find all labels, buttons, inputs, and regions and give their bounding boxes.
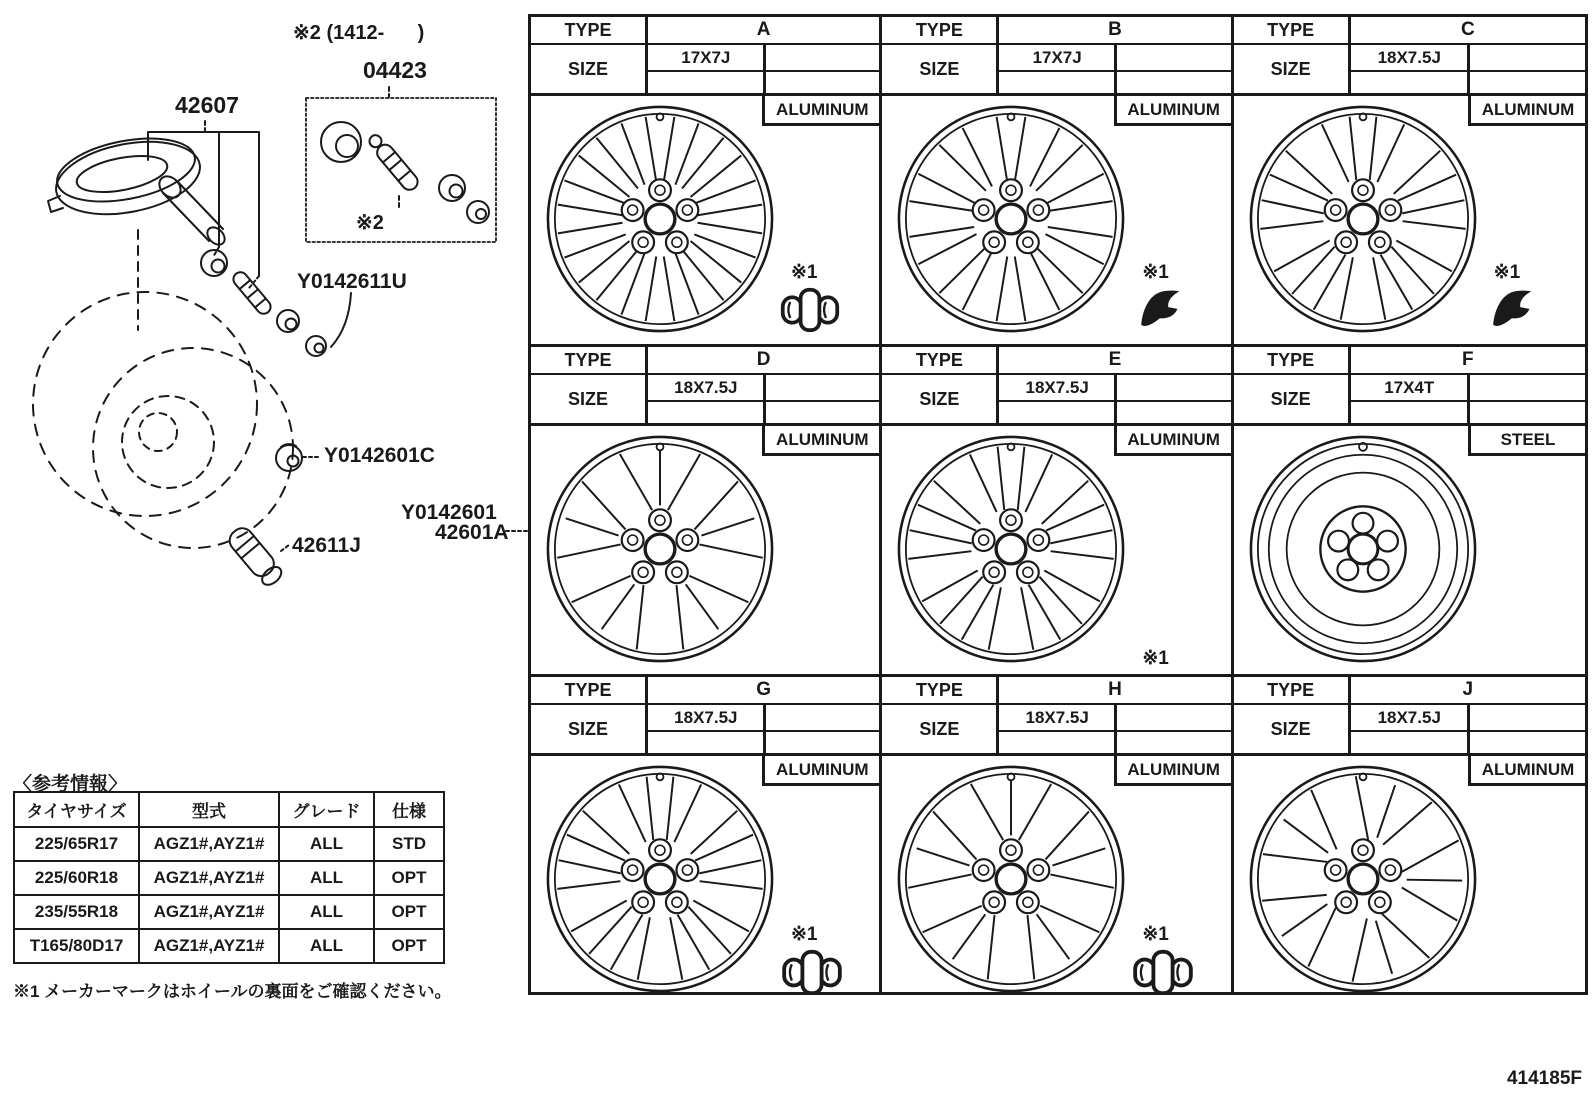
wheel-cell-f: [1234, 347, 1585, 677]
material-tag: ALUMINUM: [762, 756, 879, 786]
type-value: H: [1108, 679, 1122, 700]
type-row: [882, 347, 1230, 375]
type-label: TYPE: [1234, 17, 1351, 43]
note-mark: ※1: [791, 924, 818, 945]
size-value: 18X7.5J: [674, 377, 738, 397]
cell-header: [1234, 677, 1585, 756]
size-row: [882, 45, 1230, 93]
size-row: [882, 705, 1230, 753]
type-row: [531, 677, 879, 705]
cell-header: [531, 347, 879, 426]
type-label: TYPE: [882, 347, 999, 373]
part-number-42611j: 42611J: [292, 534, 361, 557]
size-value: 18X7.5J: [1025, 377, 1089, 397]
size-label: SIZE: [531, 375, 648, 423]
size-row: [882, 375, 1230, 423]
wheel-drawing: [1244, 100, 1482, 338]
size-label: SIZE: [531, 45, 648, 93]
cell-header: [1234, 17, 1585, 96]
note-ref: [1130, 923, 1196, 992]
wheel-drawing: [541, 100, 779, 338]
cell-header: [531, 17, 879, 96]
type-row: [882, 17, 1230, 45]
rubber-valve: [225, 524, 285, 589]
size-area: [999, 375, 1230, 423]
divider: [1467, 705, 1470, 753]
material-tag: ALUMINUM: [1468, 96, 1585, 126]
type-row: [1234, 677, 1585, 705]
size-label: SIZE: [882, 705, 999, 753]
wheel-cell-b: [882, 17, 1233, 347]
note2-mark: ※2: [356, 212, 384, 234]
divider: [763, 375, 766, 423]
divider: [763, 705, 766, 753]
divider: [1467, 45, 1470, 93]
cell-header: [1234, 347, 1585, 426]
part-number-42601a: 42601A: [435, 521, 509, 544]
size-value: 18X7.5J: [1377, 47, 1441, 67]
part-number-42607: 42607: [175, 92, 239, 118]
cell-tire-size: 225/60R18: [14, 861, 139, 895]
cell-header: [882, 347, 1230, 426]
cell-grade: ALL: [279, 861, 374, 895]
table-header-row: [14, 792, 444, 827]
type-value: E: [1108, 349, 1122, 370]
cell-header: [531, 677, 879, 756]
note-mark: ※1: [1493, 262, 1521, 283]
manufacturer-mark-icon: [1130, 948, 1196, 992]
wheel-cell-j: [1234, 677, 1585, 992]
divider: [1114, 45, 1117, 93]
note-ref: [779, 261, 841, 333]
material-tag: STEEL: [1468, 426, 1585, 456]
valve-parts-stack: [201, 250, 326, 356]
cell-model: AGZ1#,AYZ1#: [139, 861, 279, 895]
type-value: F: [1462, 349, 1474, 370]
cell-grade: ALL: [279, 929, 374, 963]
cell-spec: STD: [374, 827, 444, 861]
size-label: SIZE: [1234, 705, 1351, 753]
type-value: C: [1460, 19, 1475, 40]
col-model: 型式: [139, 792, 279, 827]
material-tag: ALUMINUM: [1468, 756, 1585, 786]
size-label: SIZE: [882, 375, 999, 423]
size-area: [1351, 705, 1585, 753]
cell-spec: OPT: [374, 895, 444, 929]
kit-box-04423: [306, 98, 496, 242]
size-value: 17X7J: [681, 47, 731, 67]
type-row: [1234, 347, 1585, 375]
size-label: SIZE: [1234, 375, 1351, 423]
wheel-cell-g: [531, 677, 882, 992]
manufacturer-mark-icon: [1130, 286, 1184, 330]
manufacturer-mark-icon: [1482, 286, 1536, 330]
type-label: TYPE: [531, 17, 648, 43]
size-row: [1234, 375, 1585, 423]
wheel-cell-a: [531, 17, 882, 347]
valve-bolt: [276, 444, 302, 471]
type-label: TYPE: [531, 677, 648, 703]
material-tag: ALUMINUM: [762, 426, 879, 456]
manufacturer-mark-icon: [779, 286, 841, 333]
wheel-cell-h: [882, 677, 1233, 992]
size-label: SIZE: [882, 45, 999, 93]
cell-header: [882, 677, 1230, 756]
size-area: [999, 705, 1230, 753]
table-row: [14, 895, 444, 929]
size-label: SIZE: [531, 705, 648, 753]
part-number-y0142601c: Y0142601C: [324, 444, 435, 467]
type-row: [531, 347, 879, 375]
size-row: [1234, 45, 1585, 93]
part-number-y0142611u: Y0142611U: [297, 270, 407, 293]
wheel-drawing: [541, 430, 779, 668]
wheel-drawing: [892, 100, 1130, 338]
type-value: A: [756, 19, 771, 40]
cell-tire-size: 235/55R18: [14, 895, 139, 929]
size-label: SIZE: [1234, 45, 1351, 93]
cell-header: [882, 17, 1230, 96]
col-spec: 仕様: [374, 792, 444, 827]
size-row: [531, 375, 879, 423]
divider: [763, 45, 766, 93]
size-value: 18X7.5J: [1025, 707, 1089, 727]
note2-range-label: ※2 (1412- ): [293, 22, 425, 44]
note-ref: [1130, 647, 1184, 677]
table-row: [14, 861, 444, 895]
size-value: 18X7.5J: [1377, 707, 1441, 727]
size-area: [648, 705, 879, 753]
size-area: [1351, 45, 1585, 93]
wheel-drawing: [892, 430, 1130, 668]
type-value: B: [1108, 19, 1122, 40]
size-value: 17X4T: [1384, 377, 1435, 397]
table-row: [14, 929, 444, 963]
material-tag: ALUMINUM: [762, 96, 879, 126]
type-label: TYPE: [1234, 677, 1351, 703]
material-tag: ALUMINUM: [1114, 426, 1231, 456]
cell-tire-size: T165/80D17: [14, 929, 139, 963]
size-row: [531, 705, 879, 753]
cell-tire-size: 225/65R17: [14, 827, 139, 861]
type-row: [531, 17, 879, 45]
size-area: [1351, 375, 1585, 423]
wheel-cell-d: [531, 347, 882, 677]
cell-model: AGZ1#,AYZ1#: [139, 929, 279, 963]
col-tire-size: タイヤサイズ: [14, 792, 139, 827]
valve-core: [366, 131, 421, 193]
type-value: G: [756, 679, 772, 700]
note-ref: [1482, 261, 1536, 330]
tire-outline: [33, 292, 293, 548]
type-label: TYPE: [882, 677, 999, 703]
size-value: 17X7J: [1032, 47, 1082, 67]
divider: [1114, 375, 1117, 423]
col-grade: グレード: [279, 792, 374, 827]
size-area: [648, 45, 879, 93]
leader-y0142611u: [331, 293, 351, 347]
note1-footnote: ※1 メーカーマークはホイールの裏面をご確認ください。: [13, 982, 452, 1001]
wheel-drawing: [1244, 430, 1482, 668]
material-tag: ALUMINUM: [1114, 756, 1231, 786]
note-mark: ※1: [1142, 262, 1169, 283]
leader-42611j: [281, 545, 289, 551]
part-number-04423: 04423: [363, 57, 427, 83]
type-value: D: [756, 349, 771, 370]
cell-spec: OPT: [374, 929, 444, 963]
parts-sketch-drawing: [0, 0, 528, 750]
type-row: [1234, 17, 1585, 45]
type-value: J: [1462, 679, 1474, 700]
reference-info-title: 〈参考情報〉: [13, 774, 128, 795]
type-label: TYPE: [882, 17, 999, 43]
divider: [1467, 375, 1470, 423]
note-ref: [1130, 261, 1184, 330]
note-mark: ※1: [791, 262, 818, 283]
type-label: TYPE: [531, 347, 648, 373]
wheel-cell-c: [1234, 17, 1585, 347]
note-ref: [779, 923, 845, 992]
wheel-drawing: [892, 760, 1130, 992]
material-tag: ALUMINUM: [1114, 96, 1231, 126]
size-area: [999, 45, 1230, 93]
figure-code: 414185F: [1506, 1068, 1582, 1089]
divider: [1114, 705, 1117, 753]
tire-size-table: [13, 791, 445, 964]
note-mark: ※1: [1142, 924, 1169, 945]
wheel-drawing: [1244, 760, 1482, 992]
cell-grade: ALL: [279, 827, 374, 861]
type-label: TYPE: [1234, 347, 1351, 373]
size-area: [648, 375, 879, 423]
size-row: [531, 45, 879, 93]
table-row: [14, 827, 444, 861]
cell-model: AGZ1#,AYZ1#: [139, 827, 279, 861]
wheel-drawing: [541, 760, 779, 992]
cell-spec: OPT: [374, 861, 444, 895]
size-row: [1234, 705, 1585, 753]
cell-model: AGZ1#,AYZ1#: [139, 895, 279, 929]
cell-grade: ALL: [279, 895, 374, 929]
wheel-type-grid: [528, 14, 1588, 995]
manufacturer-mark-icon: [779, 948, 845, 992]
part-number-y0142601: Y0142601: [401, 501, 497, 524]
note-mark: ※1: [1142, 648, 1169, 669]
size-value: 18X7.5J: [674, 707, 738, 727]
wheel-cell-e: [882, 347, 1233, 677]
type-row: [882, 677, 1230, 705]
